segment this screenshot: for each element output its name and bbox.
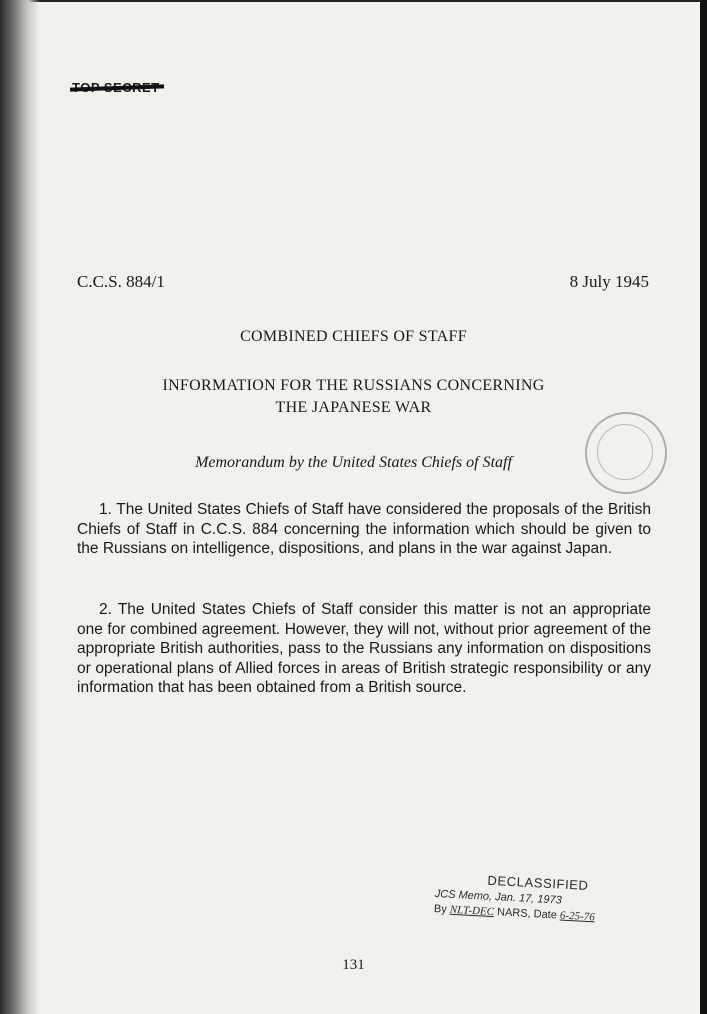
document-date: 8 July 1945	[569, 272, 649, 291]
paragraph-1-text: The United States Chiefs of Staff have considered the proposals of the British Chiefs of Staff in C.C.S. 884 concerning the information which should be given to the Russians on intelligence, dispositions, and plans in the war against Japan.	[77, 501, 651, 557]
page-top-edge	[0, 0, 707, 2]
classification-marking	[72, 80, 160, 95]
declassified-label: DECLASSIFIED	[487, 872, 589, 893]
declassification-stamp	[434, 870, 597, 923]
seal-inner-ring	[597, 424, 653, 480]
paragraph-1	[77, 500, 651, 559]
memo-from: Memorandum by the United States Chiefs of Staff	[195, 454, 512, 471]
paragraph-2-number: 2.	[99, 601, 112, 618]
page-number: 131	[342, 957, 365, 973]
declassification-date: 6-25-76	[559, 909, 596, 924]
document-subject	[0, 375, 707, 419]
archives-seal-icon	[585, 412, 667, 494]
document-title: COMBINED CHIEFS OF STAFF	[240, 328, 467, 345]
by-name: NLT-DEC	[449, 903, 495, 919]
agency-date-label: NARS, Date	[496, 906, 558, 922]
by-prefix: By	[433, 902, 448, 916]
scan-binding-shadow	[0, 0, 40, 1014]
subject-line-1: INFORMATION FOR THE RUSSIANS CONCERNING	[162, 377, 545, 394]
paragraph-1-number: 1.	[99, 501, 112, 518]
declassification-authority: JCS Memo, Jan. 17, 1973	[434, 887, 563, 907]
subject-line-2: THE JAPANESE WAR	[275, 399, 432, 416]
scan-right-edge	[700, 0, 707, 1014]
document-id: C.C.S. 884/1	[77, 272, 165, 291]
paragraph-2	[77, 600, 651, 698]
paragraph-2-text: The United States Chiefs of Staff consider this matter is not an appropriate one for combined agreement. However, they will not, without prior agreement of the appropriate British authorities, pass to the Russians any information on dispositions or operational plans of Allied forces in areas of British strategic responsibility or any information that has been obtained from a British source.	[77, 601, 651, 696]
